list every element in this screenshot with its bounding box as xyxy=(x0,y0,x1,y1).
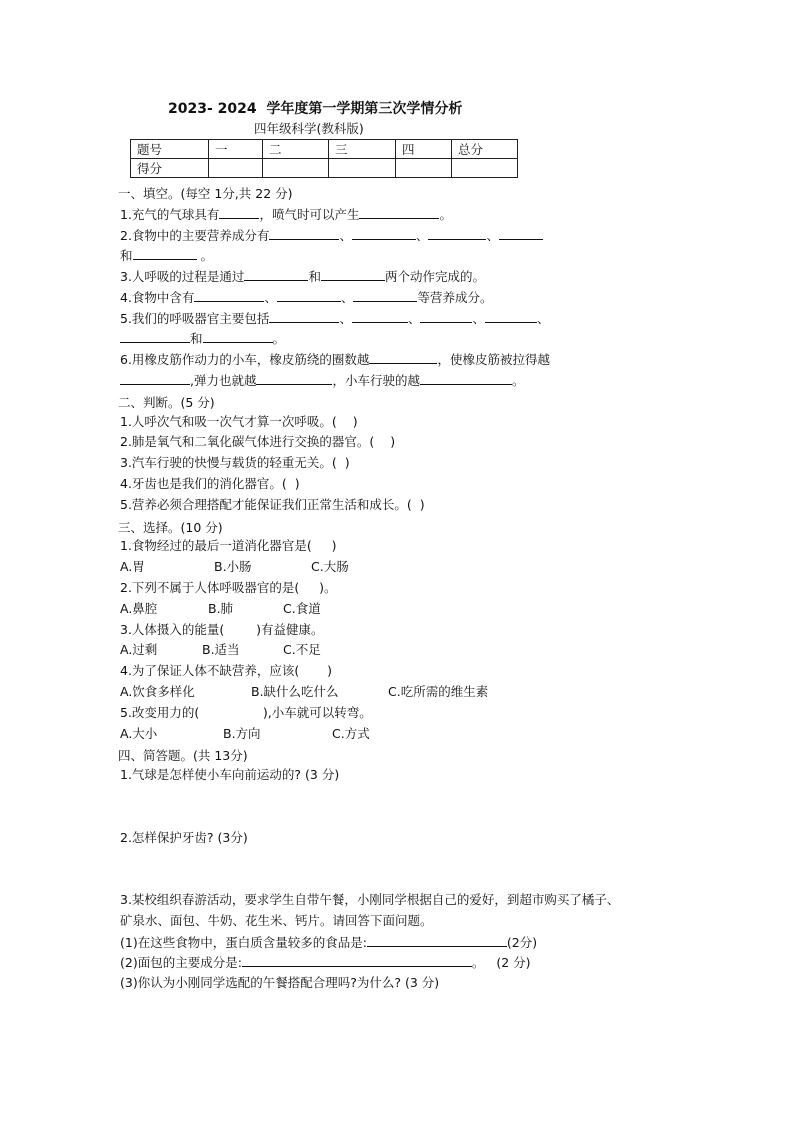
question: 2.食物中的主要营养成分有 、 、 、 xyxy=(120,227,543,244)
table-cell: 四 xyxy=(396,140,452,159)
answer-blank[interactable] xyxy=(485,310,537,323)
answer-blank[interactable] xyxy=(269,227,339,240)
question: 1.食物经过的最后一道消化器官是( ) xyxy=(120,538,337,553)
question: 2.怎样保护牙齿? (3分) xyxy=(120,830,248,845)
question: (1)在这些食物中，蛋白质含量较多的食品是: (2分) xyxy=(120,935,538,950)
answer-blank[interactable] xyxy=(353,289,417,302)
table-cell: 总分 xyxy=(452,140,518,159)
option[interactable]: A.过剩 xyxy=(120,642,158,657)
question: 6.用橡皮筋作动力的小车，橡皮筋绕的圈数越 ，使橡皮筋被拉得越 xyxy=(120,352,550,367)
question: 3.人呼吸的过程是通过 和 两个动作完成的。 xyxy=(120,269,485,284)
table-cell: 二 xyxy=(263,140,329,159)
exam-title: 2023- 2024 学年度第一学期第三次学情分析 xyxy=(168,101,463,117)
question: 1.人呼次气和吸一次气才算一次呼吸。( ) xyxy=(120,414,358,429)
option[interactable]: A.鼻腔 xyxy=(120,601,158,616)
answer-blank[interactable] xyxy=(203,330,273,343)
answer-blank[interactable] xyxy=(133,247,197,260)
answer-blank[interactable] xyxy=(120,330,190,343)
question: 4.食物中含有 、 、 等营养成分。 xyxy=(120,290,493,305)
answer-blank[interactable] xyxy=(420,372,512,385)
answer-blank[interactable] xyxy=(369,351,437,364)
answer-blank[interactable] xyxy=(420,310,472,323)
score-input-cell[interactable] xyxy=(263,159,329,178)
answer-blank[interactable] xyxy=(499,227,543,240)
table-cell: 题号 xyxy=(131,140,209,159)
option[interactable]: A.胃 xyxy=(120,559,145,574)
answer-blank[interactable] xyxy=(352,227,416,240)
answer-blank[interactable] xyxy=(352,310,408,323)
question: 2.下列不属于人体呼吸器官的是( )。 xyxy=(120,580,337,595)
question: 1.充气的气球具有 ，喷气时可以产生 。 xyxy=(120,207,452,222)
answer-blank[interactable] xyxy=(277,289,341,302)
question: 5.我们的呼吸器官主要包括 、 、 、 、 xyxy=(120,311,550,326)
score-input-cell[interactable] xyxy=(329,159,396,178)
option[interactable]: C.方式 xyxy=(332,726,370,741)
question: 3.人体摄入的能量( )有益健康。 xyxy=(120,622,324,637)
option[interactable]: B.肺 xyxy=(208,601,234,616)
question: ,弹力也就越 ，小车行驶的越 。 xyxy=(120,372,525,389)
table-cell: 一 xyxy=(209,140,263,159)
table-cell: 得分 xyxy=(131,159,209,178)
option[interactable]: B.缺什么吃什么 xyxy=(251,684,339,699)
question: 5.营养必须合理搭配才能保证我们正常生活和成长。( ) xyxy=(120,497,425,512)
question: (3)你认为小刚同学选配的午餐搭配合理吗?为什么? (3 分) xyxy=(120,975,440,990)
section-heading: 三、选择。(10 分) xyxy=(118,520,223,535)
option[interactable]: B.适当 xyxy=(202,642,240,657)
question: (2)面包的主要成分是: 。 (2 分) xyxy=(120,955,531,970)
option[interactable]: C.不足 xyxy=(283,642,321,657)
score-input-cell[interactable] xyxy=(452,159,518,178)
option[interactable]: A.饮食多样化 xyxy=(120,684,195,699)
option[interactable]: B.方向 xyxy=(223,726,261,741)
answer-blank[interactable] xyxy=(219,206,259,219)
section-heading: 二、判断。(5 分) xyxy=(118,395,215,410)
table-row xyxy=(131,159,518,178)
question: 和 。 xyxy=(120,330,285,347)
answer-blank[interactable] xyxy=(120,372,190,385)
question: 矿泉水、面包、牛奶、花生米、钙片。请回答下面问题。 xyxy=(120,913,433,928)
table-cell: 三 xyxy=(329,140,396,159)
option[interactable]: C.大肠 xyxy=(311,559,349,574)
answer-blank[interactable] xyxy=(242,954,472,967)
question: 2.肺是氧气和二氧化碳气体进行交换的器官。( ) xyxy=(120,434,396,449)
question: 和 。 xyxy=(120,248,213,263)
answer-blank[interactable] xyxy=(269,310,339,323)
option[interactable]: C.食道 xyxy=(283,601,321,616)
question: 3.汽车行驶的快慢与载货的轻重无关。( ) xyxy=(120,455,350,470)
option[interactable]: C.吃所需的维生素 xyxy=(388,684,489,699)
question: 4.牙齿也是我们的消化器官。( ) xyxy=(120,476,300,491)
answer-blank[interactable] xyxy=(321,268,385,281)
answer-blank[interactable] xyxy=(367,934,507,947)
question: 5.改变用力的( ),小车就可以转弯。 xyxy=(120,705,372,720)
section-heading: 一、填空。(每空 1分,共 22 分) xyxy=(118,186,293,201)
option[interactable]: A.大小 xyxy=(120,726,158,741)
question: 1.气球是怎样使小车向前运动的? (3 分) xyxy=(120,767,340,782)
answer-blank[interactable] xyxy=(428,227,486,240)
table-row xyxy=(131,140,518,159)
question: 3.某校组织春游活动，要求学生自带午餐，小刚同学根据自己的爱好，到超市购买了橘子、 xyxy=(120,892,620,907)
score-input-cell[interactable] xyxy=(396,159,452,178)
score-table xyxy=(130,139,518,178)
section-heading: 四、简答题。(共 13分) xyxy=(118,748,248,763)
answer-blank[interactable] xyxy=(256,372,332,385)
score-input-cell[interactable] xyxy=(209,159,263,178)
answer-blank[interactable] xyxy=(244,268,308,281)
exam-subtitle: 四年级科学(教科版) xyxy=(254,121,364,136)
question: 4.为了保证人体不缺营养，应该( ) xyxy=(120,663,332,678)
answer-blank[interactable] xyxy=(194,289,264,302)
option[interactable]: B.小肠 xyxy=(214,559,252,574)
answer-blank[interactable] xyxy=(359,206,439,219)
